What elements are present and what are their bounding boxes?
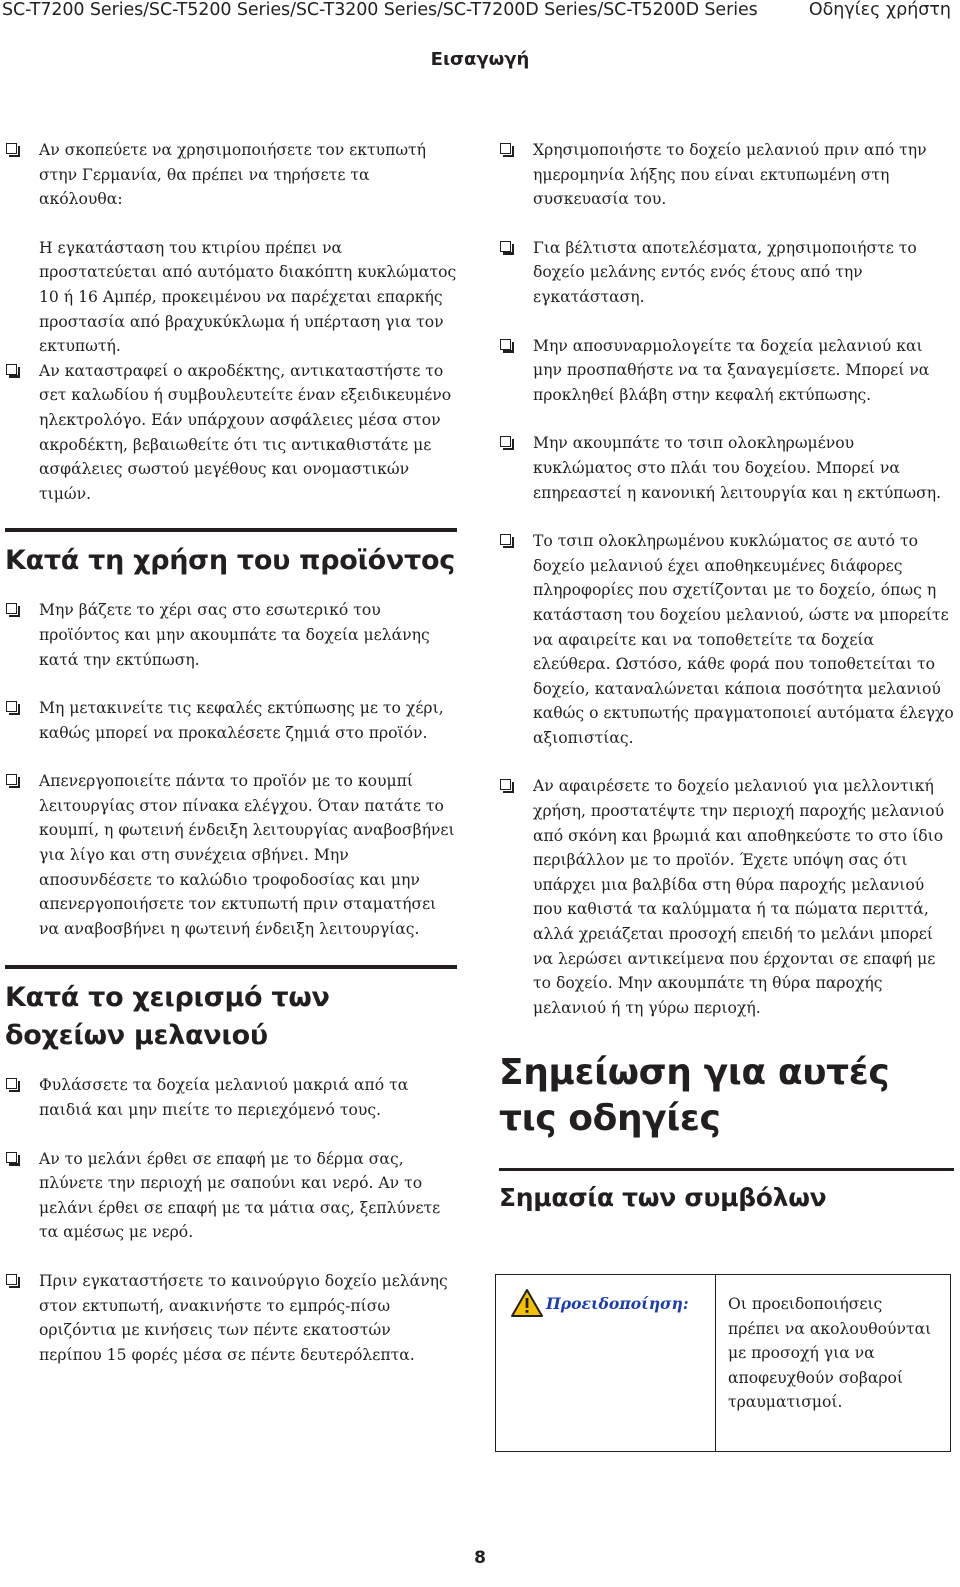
checkbox-bullet-icon [6, 364, 17, 375]
checkbox-bullet-icon [500, 143, 511, 154]
checkbox-bullet-icon [500, 241, 511, 252]
warning-symbol [510, 1288, 689, 1318]
list-item [5, 359, 457, 507]
checkbox-bullet-icon [6, 774, 17, 785]
list-item-text: Αν σκοπεύετε να χρησιμοποιήσετε τον εκτυπωτή στην Γερμανία, θα πρέπει να τηρήσετε τα ακόλουθα: [39, 141, 427, 209]
checkbox-bullet-icon [500, 436, 511, 447]
list-item [499, 334, 954, 408]
list-item [499, 138, 954, 212]
header-manual-title: Οδηγίες χρήστη [808, 0, 951, 20]
list-item-text: Μην ακουμπάτε το τσιπ ολοκληρωμένου κυκλώματος στο πλάι του δοχείου. Μπορεί να επηρεαστεί η κανονική λειτουργία και η εκτύπωση. [533, 434, 942, 502]
list-item [5, 598, 457, 672]
symbol-cell [496, 1275, 716, 1451]
list-item [5, 696, 457, 745]
list-item-text: Πριν εγκαταστήσετε το καινούργιο δοχείο μελάνης στον εκτυπωτή, ανακινήστε το εμπρός-πίσω οριζόντια με κινήσεις των πέντε εκατοστών περίπου 15 φορές μέσα σε πέντε δευτερόλεπτα. [39, 1272, 448, 1364]
checkbox-bullet-icon [6, 1274, 17, 1285]
section-rule [5, 528, 457, 532]
list-item [5, 1269, 457, 1367]
symbol-description: Οι προειδοποιήσεις πρέπει να ακολουθούνται με προσοχή για να αποφευχθούν σοβαροί τραυματισμοί. [728, 1295, 932, 1412]
list-item-text: Μη μετακινείτε τις κεφαλές εκτύπωσης με το χέρι, καθώς μπορεί να προκαλέσετε ζημιά στο προϊόν. [39, 699, 444, 742]
list-item [5, 1147, 457, 1245]
list-item-text: Χρησιμοποιήστε το δοχείο μελανιού πριν από την ημερομηνία λήξης που είναι εκτυπωμένη στη συσκευασία του. [533, 141, 927, 209]
left-column [5, 138, 457, 1391]
list-item-text: Για βέλτιστα αποτελέσματα, χρησιμοποιήστε το δοχείο μελάνης εντός ενός έτους από την εγκατάσταση. [533, 238, 917, 306]
page-number: 8 [474, 1548, 486, 1568]
warning-triangle-icon [510, 1288, 544, 1318]
list-item-text: Αν το μελάνι έρθει σε επαφή με το δέρμα σας, πλύνετε την περιοχή με σαπούνι και νερό. Αν το μελάνι έρθει σε επαφή με τα μάτια σας, ξεπλύνετε τα αμέσως με νερό. [39, 1149, 441, 1242]
header-model-list: SC-T7200 Series/SC-T5200 Series/SC-T3200 Series/SC-T7200D Series/SC-T5200D Series [2, 0, 758, 20]
list-item-text: Φυλάσσετε τα δοχεία μελανιού μακριά από τα παιδιά και μην πιείτε το περιεχόμενό τους. [39, 1076, 409, 1120]
checkbox-bullet-icon [6, 1152, 17, 1163]
sub-heading-symbols: Σημασία των συμβόλων [499, 1183, 827, 1213]
list-item [5, 138, 457, 212]
section-heading-product-use: Κατά τη χρήση του προϊόντος [5, 545, 455, 577]
list-item [499, 236, 954, 310]
checkbox-bullet-icon [500, 779, 511, 790]
main-heading-notes: Σημείωση για αυτές τις οδηγίες [499, 1052, 890, 1140]
list-item [499, 529, 954, 750]
section-rule [5, 965, 457, 969]
list-item [5, 769, 457, 941]
list-item-text: Μην αποσυναρμολογείτε τα δοχεία μελανιού και μην προσπαθήστε να τα ξαναγεμίσετε. Μπορεί να προκληθεί βλάβη στην κεφαλή εκτύπωσης. [533, 336, 930, 404]
checkbox-bullet-icon [6, 701, 17, 712]
checkbox-bullet-icon [6, 1078, 17, 1089]
chapter-title: Εισαγωγή [430, 49, 530, 70]
germany-paragraph: Η εγκατάσταση του κτιρίου πρέπει να προστατεύεται από αυτόματο διακόπτη κυκλώματος 10 ή 16 Αμπέρ, προκειμένου να παρέχεται επαρκής προστασία από βραχυκύκλωμα ή υπέρταση για τον εκτυπωτή. [39, 238, 457, 356]
checkbox-bullet-icon [6, 603, 17, 614]
warning-label: Προειδοποίηση: [546, 1293, 689, 1313]
list-item-text: Αν αφαιρέσετε το δοχείο μελανιού για μελλοντική χρήση, προστατέψτε την περιοχή παροχής μελανιού από σκόνη και βρωμιά και αποθηκεύστε το στο ίδιο περιβάλλον με το προϊόν. Έχετε υπόψη σας ότι υπάρχει μια βαλβίδα στη θύρα παροχής μελανιού που καθιστά τα καλύμματα ή τα πώματα περιττά, αλλά χρειάζεται προσοχή επειδή το μελάνι μπορεί να λερώσει αντικείμενα που έρχονται σε επαφή με το δοχείο. Μην ακουμπάτε τη θύρα παροχής μελανιού ή τη γύρω περιοχή. [533, 777, 945, 1017]
symbol-table [495, 1274, 951, 1452]
list-item [499, 431, 954, 505]
list-item-text: Μην βάζετε το χέρι σας στο εσωτερικό του προϊόντος και μην ακουμπάτε τα δοχεία μελάνης κατά την εκτύπωση. [39, 601, 430, 669]
list-item-text: Απενεργοποιείτε πάντα το προϊόν με το κουμπί λειτουργίας στον πίνακα ελέγχου. Όταν πατάτε το κουμπί, η φωτεινή ένδειξη λειτουργίας αναβοσβήνει για λίγο και στη συνέχεια σβήνει. Μην αποσυνδέσετε το καλώδιο τροφοδοσίας και μην απενεργοποιήσετε τον εκτυπωτή πριν σταματήσει να αναβοσβήνει η φωτεινή ένδειξη λειτουργίας. [39, 772, 455, 938]
list-item [499, 774, 954, 1020]
checkbox-bullet-icon [500, 339, 511, 350]
list-item-text: Αν καταστραφεί ο ακροδέκτης, αντικαταστήστε το σετ καλωδίου ή συμβουλευτείτε έναν εξειδικευμένο ηλεκτρολόγο. Εάν υπάρχουν ασφάλειες μέσα στον ακροδέκτη, βεβαιωθείτε ότι τις αντικαθιστάτε με ασφάλειες σωστού μεγέθους και ονομαστικών τιμών. [39, 361, 452, 503]
list-item-text: Το τσιπ ολοκληρωμένου κυκλώματος σε αυτό το δοχείο μελανιού έχει αποθηκευμένες διάφορες πληροφορίες που σχετίζονται με το δοχείο, όπως η κατάσταση του δοχείου μελανιού, ώστε να μπορείτε να αφαιρείτε και να τοποθετείτε τα δοχεία ελεύθερα. Ωστόσο, κάθε φορά που τοποθετείται το δοχείο, καταναλώνεται κάποια ποσότητα μελανιού καθώς ο εκτυπωτής πραγματοποιεί αυτόματα έλεγχο αξιοπιστίας. [533, 532, 954, 747]
right-column [499, 138, 954, 1215]
section-rule [499, 1168, 954, 1171]
checkbox-bullet-icon [500, 534, 511, 545]
list-item [5, 1073, 457, 1122]
checkbox-bullet-icon [6, 143, 17, 154]
section-heading-ink-handling: Κατά το χειρισμό των δοχείων μελανιού [5, 982, 330, 1052]
